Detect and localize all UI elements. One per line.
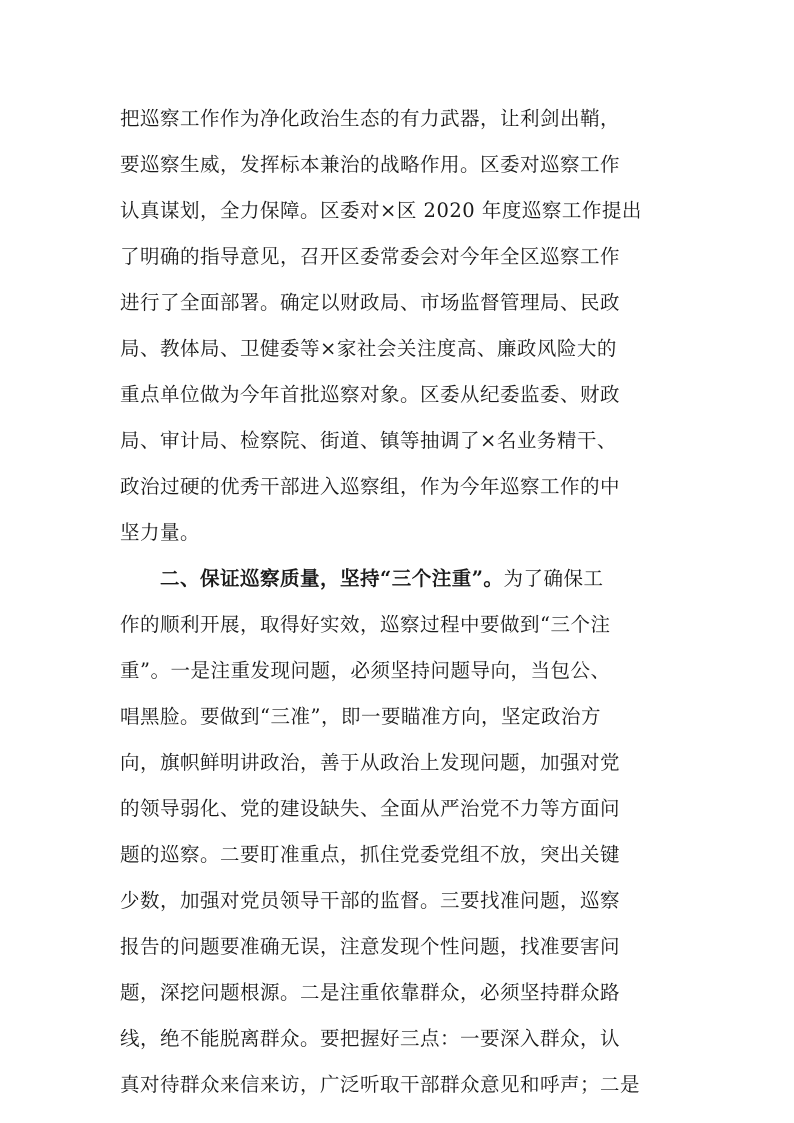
- paragraph-line: 线，绝不能脱离群众。要把握好三点：一要深入群众，认: [120, 1027, 621, 1050]
- paragraph-line: 局、教体局、卫健委等×家社会关注度高、廉政风险大的: [120, 337, 617, 360]
- body-text: [120, 96, 665, 1108]
- paragraph-line: 报告的问题要准确无误，注意发现个性问题，找准要害问: [120, 935, 621, 958]
- paragraph-line: 重点单位做为今年首批巡察对象。区委从纪委监委、财政: [120, 383, 621, 406]
- paragraph-line: 了明确的指导意见，召开区委常委会对今年全区巡察工作: [120, 245, 621, 268]
- paragraph-line: 局、审计局、检察院、街道、镇等抽调了×名业务精干、: [120, 429, 617, 452]
- paragraph-line: 进行了全面部署。确定以财政局、市场监督管理局、民政: [120, 291, 621, 314]
- paragraph-line: 要巡察生威，发挥标本兼治的战略作用。区委对巡察工作: [120, 153, 621, 176]
- paragraph-line: 政治过硬的优秀干部进入巡察组，作为今年巡察工作的中: [120, 475, 621, 498]
- section-first-line: [120, 556, 665, 602]
- paragraph-line: 认真谋划，全力保障。区委对×区 2020 年度巡察工作提出: [120, 199, 642, 222]
- paragraph-line: 作的顺利开展，取得好实效，巡察过程中要做到“三个注: [120, 613, 611, 636]
- paragraph-line: 题，深挖问题根源。二是注重依靠群众，必须坚持群众路: [120, 981, 621, 1004]
- paragraph-line: 重”。一是注重发现问题，必须坚持问题导向，当包公、: [120, 659, 611, 682]
- section-heading: 二、保证巡察质量，坚持“三个注重”。: [160, 567, 504, 590]
- section-first-line-rest: 为了确保工: [503, 567, 604, 590]
- paragraph-line: 少数，加强对党员领导干部的监督。三要找准问题，巡察: [120, 889, 621, 912]
- paragraph-line: 真对待群众来信来访，广泛听取干部群众意见和呼声；二是: [120, 1073, 641, 1096]
- paragraph-line: 的领导弱化、党的建设缺失、全面从严治党不力等方面问: [120, 797, 621, 820]
- paragraph-line: 唱黑脸。要做到“三准”，即一要瞄准方向，坚定政治方: [120, 705, 601, 728]
- paragraph-line: 题的巡察。二要盯准重点，抓住党委党组不放，突出关键: [120, 843, 621, 866]
- paragraph-line: 向，旗帜鲜明讲政治，善于从政治上发现问题，加强对党: [120, 751, 621, 774]
- paragraph-line: 把巡察工作作为净化政治生态的有力武器，让利剑出鞘，: [120, 107, 621, 130]
- paragraph-line: 坚力量。: [120, 521, 201, 544]
